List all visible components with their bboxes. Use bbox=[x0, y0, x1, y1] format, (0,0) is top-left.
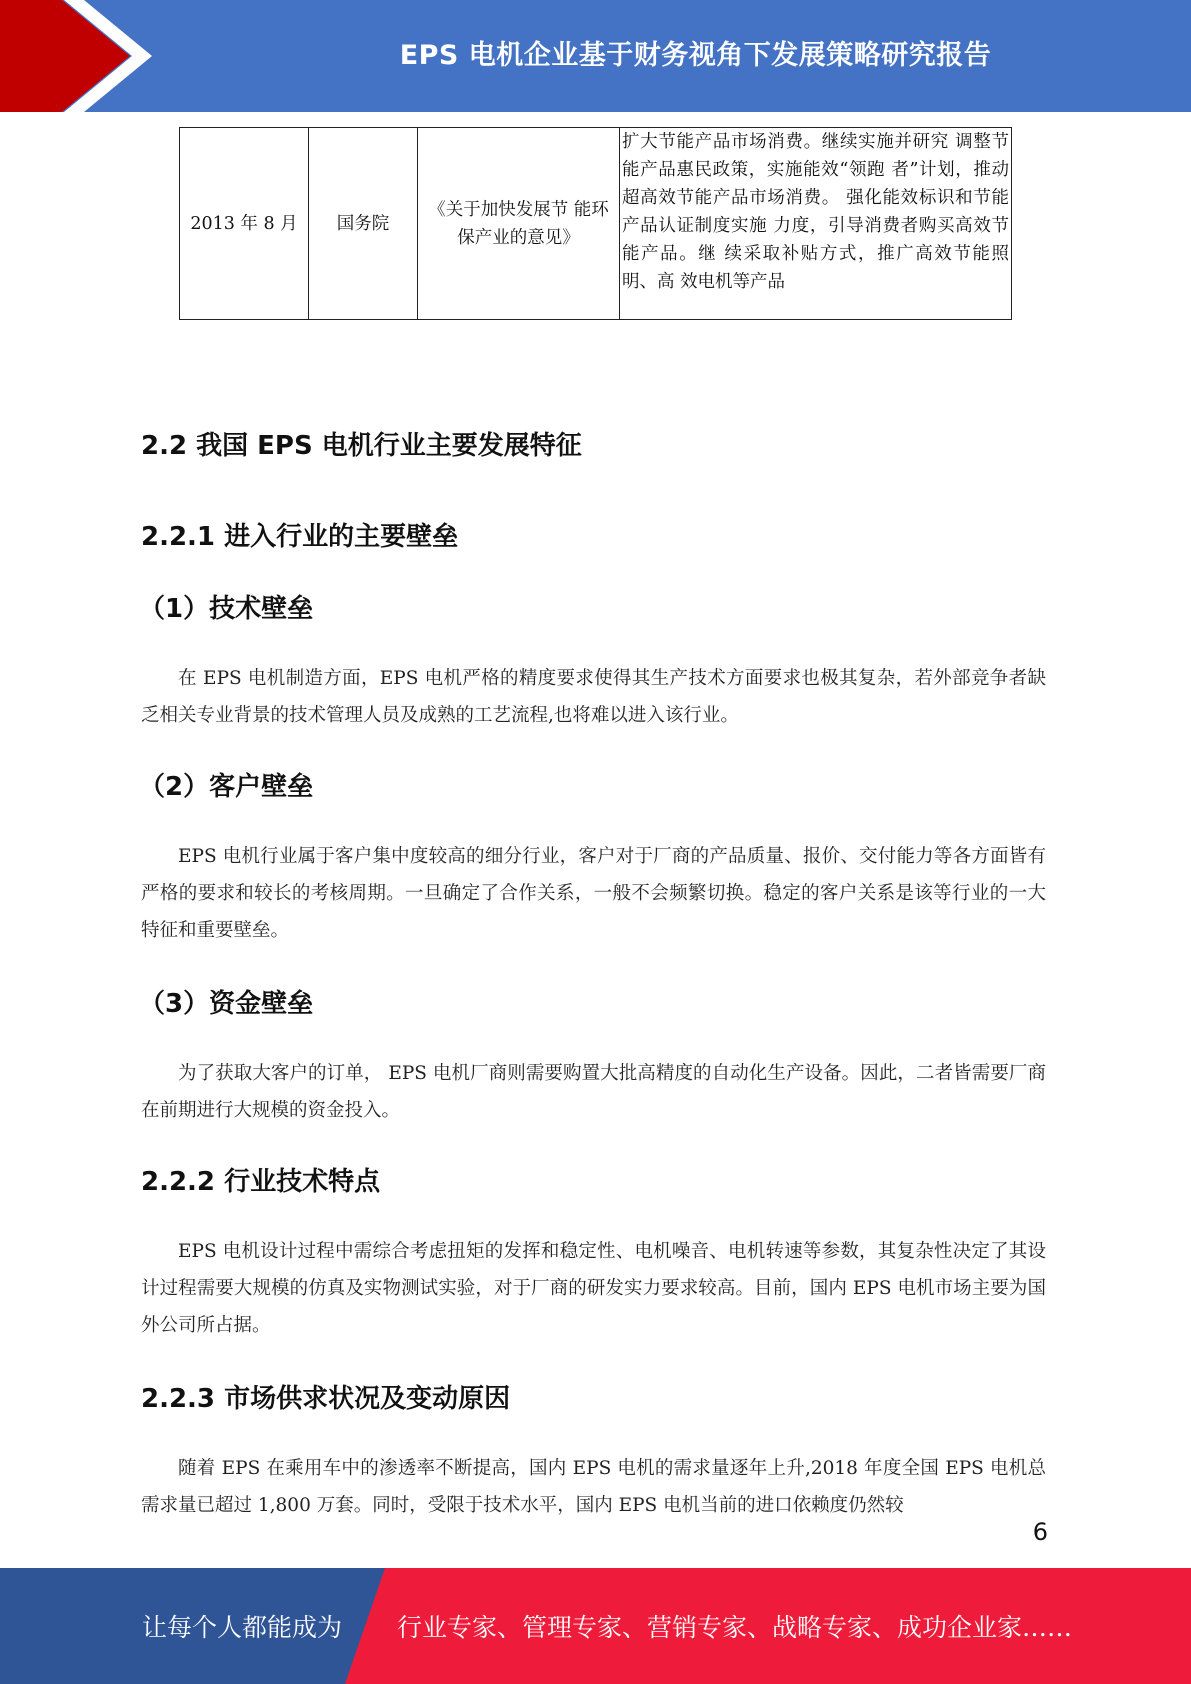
paragraph-tech-barrier: 在 EPS 电机制造方面，EPS 电机严格的精度要求使得其生产技术方面要求也极其复杂，若外部竞争者缺乏相关专业背景的技术管理人员及成熟的工艺流程,也将难以进入该行业。 bbox=[141, 668, 1046, 726]
section-heading-2-2: 2.2 我国 EPS 电机行业主要发展特征 bbox=[141, 431, 582, 461]
header-title: EPS 电机企业基于财务视角下发展策略研究报告 bbox=[399, 39, 992, 71]
policy-table bbox=[179, 127, 1012, 320]
table-cell-document: 《关于加快发展节 能环保产业的意见》 bbox=[418, 128, 620, 320]
table-cell-content: 扩大节能产品市场消费。继续实施并研究 调整节能产品惠民政策，实施能效“领跑 者”计划，推动超高效节能产品市场消费。 强化能效标识和节能产品认证制度实施 力度，引导消费者购买高效节能产品。继 续采取补贴方式，推广高效节能照明、高 效电机等产品 bbox=[620, 128, 1012, 320]
paragraph-supply-demand: 随着 EPS 在乘用车中的渗透率不断提高，国内 EPS 电机的需求量逐年上升,2018 年度全国 EPS 电机总需求量已超过 1,800 万套。同时，受限于技术水平，国内 EPS 电机当前的进口依赖度仍然较 bbox=[141, 1458, 1046, 1516]
paragraph-capital-barrier: 为了获取大客户的订单， EPS 电机厂商则需要购置大批高精度的自动化生产设备。因此，二者皆需要厂商在前期进行大规模的资金投入。 bbox=[141, 1063, 1046, 1121]
header-arrow-logo bbox=[0, 0, 160, 112]
section-heading-2-2-2: 2.2.2 行业技术特点 bbox=[141, 1167, 381, 1197]
page-header bbox=[0, 0, 1191, 112]
paragraph-customer-barrier: EPS 电机行业属于客户集中度较高的细分行业，客户对于厂商的产品质量、报价、交付能力等各方面皆有严格的要求和较长的考核周期。一旦确定了合作关系，一般不会频繁切换。稳定的客户关系是该等行业的一大特征和重要壁垒。 bbox=[141, 846, 1046, 941]
page-footer bbox=[0, 1568, 1191, 1684]
subheading-capital-barrier: （3）资金壁垒 bbox=[139, 989, 314, 1019]
table-row bbox=[180, 128, 1012, 320]
footer-slogan-right: 行业专家、管理专家、营销专家、战略专家、成功企业家…… bbox=[397, 1613, 1073, 1642]
table-cell-date: 2013 年 8 月 bbox=[180, 128, 309, 320]
section-heading-2-2-3: 2.2.3 市场供求状况及变动原因 bbox=[141, 1384, 511, 1414]
table-cell-org: 国务院 bbox=[309, 128, 418, 320]
subheading-customer-barrier: （2）客户壁垒 bbox=[139, 772, 314, 802]
paragraph-tech-features: EPS 电机设计过程中需综合考虑扭矩的发挥和稳定性、电机噪音、电机转速等参数，其复杂性决定了其设计过程需要大规模的仿真及实物测试实验，对于厂商的研发实力要求较高。目前，国内 EPS 电机市场主要为国外公司所占据。 bbox=[141, 1241, 1046, 1336]
footer-slogan-left: 让每个人都能成为 bbox=[142, 1613, 343, 1642]
section-heading-2-2-1: 2.2.1 进入行业的主要壁垒 bbox=[141, 522, 459, 552]
subheading-tech-barrier: （1）技术壁垒 bbox=[139, 594, 314, 624]
page-number: 6 bbox=[1032, 1518, 1048, 1546]
